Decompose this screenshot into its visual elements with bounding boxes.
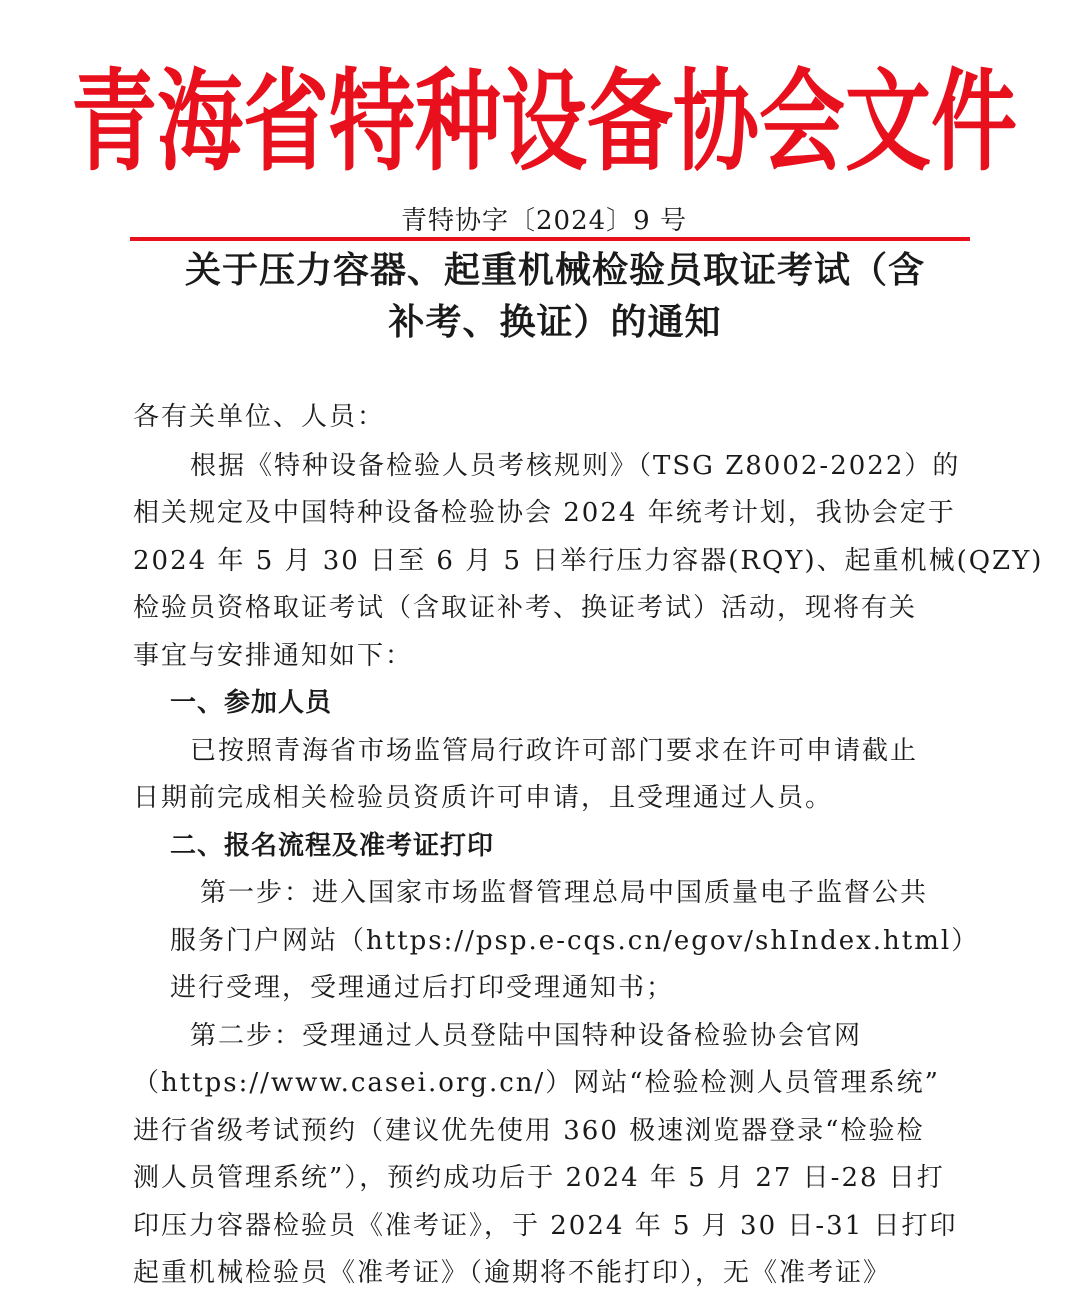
section-1-line-1: 已按照青海省市场监管局行政许可部门要求在许可申请截止 (190, 736, 919, 766)
step-1-line-1: 第一步：进入国家市场监督管理总局中国质量电子监督公共 (200, 878, 929, 908)
salutation: 各有关单位、人员： (133, 402, 386, 432)
intro-line-5: 事宜与安排通知如下： (133, 641, 414, 671)
intro-line-4: 检验员资格取证考试（含取证补考、换证考试）活动，现将有关 (133, 593, 918, 623)
intro-line-3: 2024 年 5 月 30 日至 6 月 5 日举行压力容器(RQY)、起重机械(QZY) (133, 546, 1044, 576)
red-divider (130, 237, 970, 241)
step-2-line-4: 测人员管理系统”），预约成功后于 2024 年 5 月 27 日-28 日打 (133, 1163, 945, 1193)
step-2-line-1: 第二步：受理通过人员登陆中国特种设备检验协会官网 (190, 1021, 863, 1051)
step-1-line-3: 进行受理，受理通过后打印受理通知书； (170, 973, 675, 1003)
document-title-line-1: 关于压力容器、起重机械检验员取证考试（含 (184, 249, 925, 291)
org-header-title: 青海省特种设备协会文件 (71, 59, 1017, 188)
step-2-line-3: 进行省级考试预约（建议优先使用 360 极速浏览器登录“检验检 (133, 1116, 925, 1146)
section-1-heading: 一、参加人员 (170, 688, 333, 718)
section-1-line-2: 日期前完成相关检验员资质许可申请，且受理通过人员。 (133, 783, 834, 813)
step-2-line-6: 起重机械检验员《准考证》（逾期将不能打印），无《准考证》 (133, 1258, 892, 1288)
intro-line-2: 相关规定及中国特种设备检验协会 2024 年统考计划，我协会定于 (133, 498, 956, 528)
section-2-heading: 二、报名流程及准考证打印 (170, 831, 495, 861)
document-number: 青特协字〔2024〕9 号 (401, 206, 687, 236)
document-title-line-2: 补考、换证）的通知 (388, 301, 722, 343)
step-2-line-5: 印压力容器检验员《准考证》，于 2024 年 5 月 30 日-31 日打印 (133, 1211, 958, 1241)
intro-line-1: 根据《特种设备检验人员考核规则》（TSG Z8002-2022）的 (190, 451, 961, 481)
step-2-line-2: （https://www.casei.org.cn/）网站“检验检测人员管理系统” (133, 1068, 940, 1098)
step-1-line-2: 服务门户网站（https://psp.e-cqs.cn/egov/shIndex.html） (170, 926, 980, 956)
